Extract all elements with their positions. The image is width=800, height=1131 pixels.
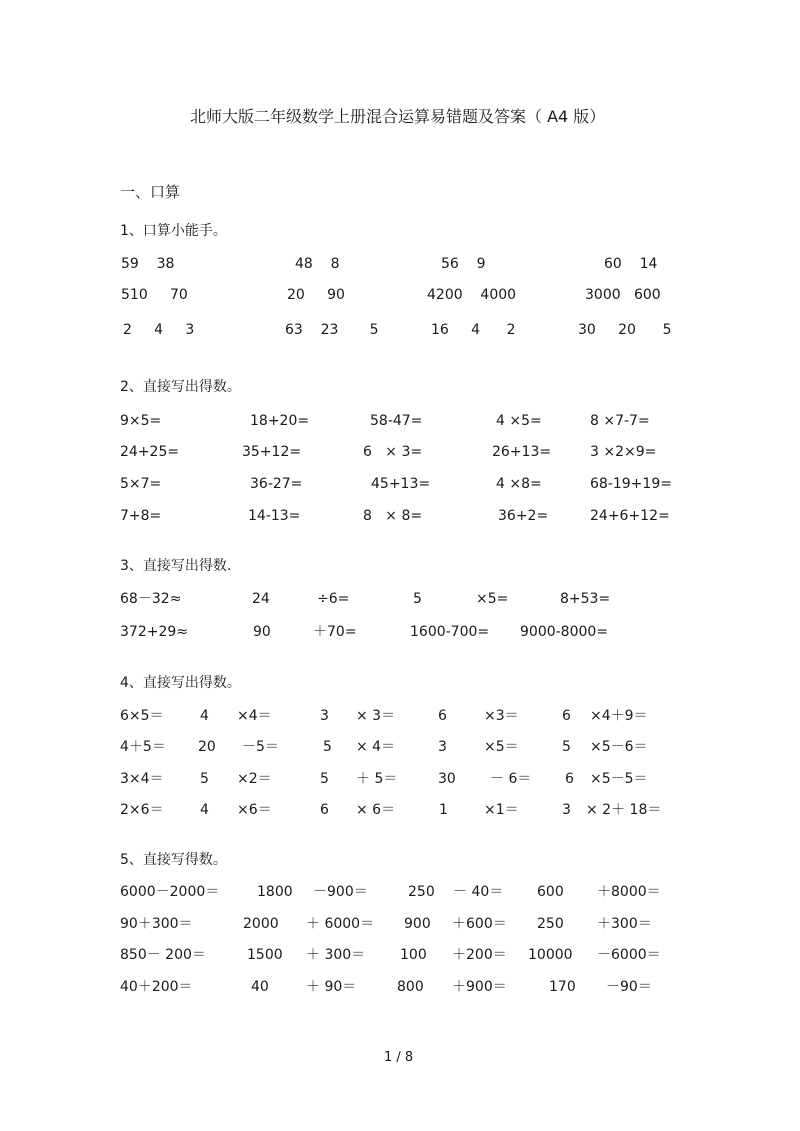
q5-item: ＋ 6000＝ bbox=[306, 916, 375, 932]
q4-item: 3×4＝ bbox=[120, 771, 164, 787]
question-5-heading: 5、直接写得数。 bbox=[120, 852, 227, 868]
q5-item: 250 bbox=[537, 916, 564, 932]
q3-item: 1600-700= bbox=[410, 624, 490, 640]
q3-item: 68－32≈ bbox=[120, 591, 182, 607]
q2-item: 4 ×5= bbox=[496, 413, 542, 429]
q1-item: 4200 4000 bbox=[427, 287, 517, 303]
q1-item: 48 8 bbox=[295, 256, 340, 272]
q5-item: 100 bbox=[400, 947, 427, 963]
q5-item: ＋300＝ bbox=[597, 916, 652, 932]
q4-item: ×5－6＝ bbox=[590, 739, 648, 755]
q4-item: －5＝ bbox=[242, 739, 279, 755]
q5-item: 10000 bbox=[528, 947, 573, 963]
question-1-heading: 1、口算小能手。 bbox=[120, 223, 227, 239]
q5-item: －900＝ bbox=[313, 884, 368, 900]
q5-item: 2000 bbox=[243, 916, 279, 932]
q1-item: 59 38 bbox=[121, 256, 175, 272]
document-title: 北师大版二年级数学上册混合运算易错题及答案（ A4 版） bbox=[190, 107, 606, 126]
q1-item: 63 23 5 bbox=[285, 322, 379, 338]
q4-item: ×5＝ bbox=[484, 739, 519, 755]
q2-item: 24+6+12= bbox=[590, 508, 670, 524]
q4-item: 6×5＝ bbox=[120, 708, 164, 724]
q4-item: 3 bbox=[438, 739, 447, 755]
q4-item: 6 bbox=[565, 771, 574, 787]
q5-item: 850－ 200＝ bbox=[120, 947, 206, 963]
q4-item: ×1＝ bbox=[484, 802, 519, 818]
page-number: 1 / 8 bbox=[384, 1050, 414, 1065]
q4-item: ×4＝ bbox=[237, 708, 272, 724]
q5-item: 600 bbox=[537, 884, 564, 900]
q2-item: 68-19+19= bbox=[590, 476, 672, 492]
q5-item: 40 bbox=[251, 979, 269, 995]
q4-item: 5 bbox=[200, 771, 209, 787]
q3-item: 5 bbox=[413, 591, 422, 607]
q5-item: 170 bbox=[549, 979, 576, 995]
q5-item: ＋200＝ bbox=[452, 947, 507, 963]
q2-item: 8 × 8= bbox=[363, 508, 423, 524]
q2-item: 45+13= bbox=[371, 476, 431, 492]
q3-item: 24 bbox=[252, 591, 270, 607]
q2-item: 9×5= bbox=[120, 413, 162, 429]
question-4-heading: 4、直接写出得数。 bbox=[120, 675, 241, 691]
question-2-heading: 2、直接写出得数。 bbox=[120, 379, 241, 395]
q4-item: 4 bbox=[200, 708, 209, 724]
q4-item: × 4＝ bbox=[356, 739, 396, 755]
q2-item: 18+20= bbox=[250, 413, 310, 429]
q4-item: 6 bbox=[562, 708, 571, 724]
q5-item: ＋8000＝ bbox=[597, 884, 661, 900]
q1-item: 60 14 bbox=[604, 256, 658, 272]
q4-item: 3 bbox=[562, 802, 571, 818]
q2-item: 5×7= bbox=[120, 476, 162, 492]
q3-item: 90 bbox=[253, 624, 271, 640]
q4-item: 30 bbox=[438, 771, 456, 787]
q1-item: 56 9 bbox=[441, 256, 486, 272]
q2-item: 36+2= bbox=[498, 508, 549, 524]
q2-item: 24+25= bbox=[120, 444, 180, 460]
q1-item: 20 90 bbox=[287, 287, 345, 303]
q3-item: 9000-8000= bbox=[520, 624, 609, 640]
q4-item: － 6＝ bbox=[490, 771, 532, 787]
q5-item: ＋ 90＝ bbox=[306, 979, 357, 995]
q4-item: 2×6＝ bbox=[120, 802, 164, 818]
q3-item: ＋70= bbox=[313, 624, 357, 640]
q5-item: 6000－2000＝ bbox=[120, 884, 220, 900]
section-heading-oral-calc: 一、口算 bbox=[120, 183, 181, 201]
q2-item: 6 × 3= bbox=[363, 444, 423, 460]
q4-item: × 6＝ bbox=[356, 802, 396, 818]
q4-item: 4＋5＝ bbox=[120, 739, 166, 755]
q5-item: －6000＝ bbox=[597, 947, 661, 963]
q4-item: ×4＋9＝ bbox=[590, 708, 648, 724]
q4-item: 3 bbox=[320, 708, 329, 724]
q4-item: ×2＝ bbox=[237, 771, 272, 787]
q5-item: 1500 bbox=[247, 947, 283, 963]
q2-item: 7+8= bbox=[120, 508, 162, 524]
q4-item: 5 bbox=[320, 771, 329, 787]
q1-item: 16 4 2 bbox=[431, 322, 516, 338]
q5-item: 250 bbox=[408, 884, 435, 900]
q4-item: 4 bbox=[200, 802, 209, 818]
q1-item: 2 4 3 bbox=[123, 322, 195, 338]
q4-item: ＋ 5＝ bbox=[356, 771, 398, 787]
q1-item: 510 70 bbox=[121, 287, 188, 303]
q5-item: 900 bbox=[404, 916, 431, 932]
q5-item: 40＋200＝ bbox=[120, 979, 193, 995]
q2-item: 14-13= bbox=[248, 508, 301, 524]
q4-item: × 2＋ 18＝ bbox=[586, 802, 662, 818]
q4-item: ×6＝ bbox=[237, 802, 272, 818]
q2-item: 8 ×7-7= bbox=[590, 413, 650, 429]
q5-item: 800 bbox=[397, 979, 424, 995]
q2-item: 58-47= bbox=[370, 413, 423, 429]
q4-item: ×3＝ bbox=[484, 708, 519, 724]
q3-item: ×5= bbox=[476, 591, 509, 607]
q3-item: 372+29≈ bbox=[120, 624, 188, 640]
q4-item: 5 bbox=[323, 739, 332, 755]
question-3-heading: 3、直接写出得数. bbox=[120, 558, 232, 574]
q5-item: 90＋300＝ bbox=[120, 916, 193, 932]
q5-item: ＋900＝ bbox=[452, 979, 507, 995]
q4-item: 20 bbox=[198, 739, 216, 755]
q2-item: 26+13= bbox=[492, 444, 552, 460]
q2-item: 4 ×8= bbox=[496, 476, 542, 492]
q4-item: ×5－5＝ bbox=[590, 771, 648, 787]
q4-item: × 3＝ bbox=[356, 708, 396, 724]
q1-item: 30 20 5 bbox=[578, 322, 672, 338]
q5-item: 1800 bbox=[257, 884, 293, 900]
q5-item: － 40＝ bbox=[453, 884, 504, 900]
q4-item: 5 bbox=[562, 739, 571, 755]
q4-item: 6 bbox=[320, 802, 329, 818]
q2-item: 35+12= bbox=[242, 444, 302, 460]
q4-item: 1 bbox=[439, 802, 448, 818]
q3-item: 8+53= bbox=[560, 591, 611, 607]
q2-item: 36-27= bbox=[250, 476, 303, 492]
q4-item: 6 bbox=[438, 708, 447, 724]
q1-item: 3000 600 bbox=[585, 287, 661, 303]
q3-item: ÷6= bbox=[317, 591, 350, 607]
q5-item: ＋ 300＝ bbox=[306, 947, 366, 963]
q5-item: －90＝ bbox=[606, 979, 652, 995]
q2-item: 3 ×2×9= bbox=[590, 444, 657, 460]
q5-item: ＋600＝ bbox=[452, 916, 507, 932]
